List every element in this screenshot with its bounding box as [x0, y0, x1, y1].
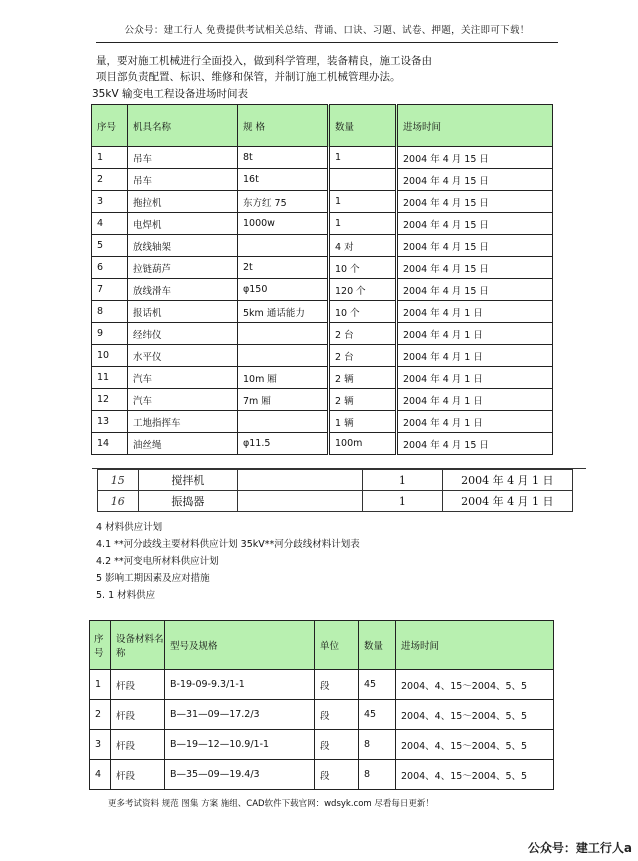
table-cell: 10 个	[329, 301, 397, 323]
table-row	[90, 700, 554, 730]
table-cell: 振捣器	[138, 491, 238, 512]
table-cell: 2004 年 4 月 15 日	[397, 279, 553, 301]
table-header-row	[92, 105, 553, 147]
table-row	[92, 323, 553, 345]
table-cell: 10	[92, 345, 128, 367]
table-row	[92, 367, 553, 389]
table-cell: 2004 年 4 月 1 日	[397, 411, 553, 433]
table-cell: 1000w	[238, 213, 329, 235]
table-row	[90, 670, 554, 700]
table-cell: 电焊机	[128, 213, 238, 235]
table-cell: 1	[90, 670, 111, 700]
table-cell: 3	[90, 730, 111, 760]
materials-table	[89, 620, 554, 790]
table-cell: 14	[92, 433, 128, 455]
table-cell: 2004、4、15～2004、5、5	[396, 730, 554, 760]
page-footer: 更多考试资料 规范 图集 方案 施组、CAD软件下载官网：wdsyk.com 尽看每日更新！	[108, 799, 434, 809]
table-cell: 2t	[238, 257, 329, 279]
table-row	[90, 760, 554, 790]
table-cell: 4	[90, 760, 111, 790]
intro-line-2: 项目部负责配置、标识、维修和保管，并制订施工机械管理办法。	[96, 71, 401, 83]
table-cell: 水平仪	[128, 345, 238, 367]
table-row	[92, 147, 553, 169]
table-cell: 2004 年 4 月 1 日	[397, 367, 553, 389]
table-cell	[238, 470, 363, 491]
intro-line-1: 量，要对施工机械进行全面投入，做到科学管理，装备精良，施工设备由	[96, 55, 432, 67]
table-cell	[238, 491, 363, 512]
table-cell: 放线滑车	[128, 279, 238, 301]
table-cell: 16t	[238, 169, 329, 191]
table1-title: 35kV 输变电工程设备进场时间表	[92, 88, 248, 100]
table-cell: 放线轴架	[128, 235, 238, 257]
table-cell: 2 辆	[329, 367, 397, 389]
table-cell: 1 辆	[329, 411, 397, 433]
section-heading: 4.1 **河分歧线主要材料供应计划 35kV**河分歧线材料计划表	[96, 539, 360, 550]
section-heading: 4 材料供应计划	[96, 522, 163, 533]
table-cell: 45	[359, 670, 396, 700]
table-cell: 报话机	[128, 301, 238, 323]
table-cell: 1	[329, 213, 397, 235]
table-cell: 45	[359, 700, 396, 730]
table-cell: 2004 年 4 月 15 日	[397, 257, 553, 279]
table-cell: 8t	[238, 147, 329, 169]
table-cell: 2004 年 4 月 15 日	[397, 147, 553, 169]
section-heading: 5 影响工期因素及应对措施	[96, 573, 210, 584]
table-cell: 8	[359, 730, 396, 760]
table-cell: φ11.5	[238, 433, 329, 455]
table-row	[92, 191, 553, 213]
table-cell: 8	[92, 301, 128, 323]
table-cell: 东方红 75	[238, 191, 329, 213]
table-cell: 2 台	[329, 323, 397, 345]
table-cell: 15	[98, 470, 139, 491]
table-cell: 4 对	[329, 235, 397, 257]
header-cell: 序号	[90, 621, 111, 670]
table-cell	[329, 169, 397, 191]
table-row	[92, 301, 553, 323]
table-cell: 8	[359, 760, 396, 790]
header-cell: 进场时间	[396, 621, 554, 670]
table-cell	[238, 345, 329, 367]
table-cell: 2004 年 4 月 1 日	[397, 345, 553, 367]
table-cell: 段	[315, 730, 359, 760]
table-cell: 5	[92, 235, 128, 257]
table-cell: 2004、4、15～2004、5、5	[396, 700, 554, 730]
table-header-row	[90, 621, 554, 670]
table-cell: 2004 年 4 月 1 日	[397, 389, 553, 411]
table-cell	[238, 323, 329, 345]
table-cell: 1	[92, 147, 128, 169]
table-cell: 吊车	[128, 169, 238, 191]
watermark: 公众号：建工行人a	[527, 841, 632, 855]
table-cell: 经纬仪	[128, 323, 238, 345]
table-cell: 搅拌机	[138, 470, 238, 491]
table-row	[92, 411, 553, 433]
header-cell: 数量	[329, 105, 397, 147]
table-cell: 2004 年 4 月 1 日	[442, 491, 572, 512]
table-cell	[238, 411, 329, 433]
table-cell: 9	[92, 323, 128, 345]
table-cell: 1	[362, 491, 442, 512]
header-cell: 数量	[359, 621, 396, 670]
table-cell: 2004、4、15～2004、5、5	[396, 760, 554, 790]
table-cell: 段	[315, 700, 359, 730]
table-cell: 120 个	[329, 279, 397, 301]
table-cell: 段	[315, 670, 359, 700]
table-cell: 2004 年 4 月 15 日	[397, 169, 553, 191]
header-cell: 设备材料名称	[111, 621, 165, 670]
table-cell: 11	[92, 367, 128, 389]
table-cell: 5km 通话能力	[238, 301, 329, 323]
table-cell: 段	[315, 760, 359, 790]
table-cell: 1	[329, 147, 397, 169]
table-cell: φ150	[238, 279, 329, 301]
table-cell: 工地指挥车	[128, 411, 238, 433]
table-cell: 2 辆	[329, 389, 397, 411]
table-cell: B—35—09—19.4/3	[165, 760, 315, 790]
table-cell: 6	[92, 257, 128, 279]
table-cell: 12	[92, 389, 128, 411]
table-cell: 拉链葫芦	[128, 257, 238, 279]
table-cell: 杆段	[111, 760, 165, 790]
table-cell: 汽车	[128, 367, 238, 389]
table-cell: 3	[92, 191, 128, 213]
table-cell: 4	[92, 213, 128, 235]
equipment-table	[91, 104, 553, 455]
table-cell: 2004 年 4 月 15 日	[397, 235, 553, 257]
table-row	[92, 169, 553, 191]
table-cell: 2	[92, 169, 128, 191]
header-cell: 序号	[92, 105, 128, 147]
table-cell: 13	[92, 411, 128, 433]
page-header: 公众号：建工行人 免费提供考试相关总结、背诵、口诀、习题、试卷、押题，关注即可下载！	[96, 22, 558, 43]
table-cell: 10 个	[329, 257, 397, 279]
equipment-table-continued	[97, 469, 573, 512]
table-cell: 16	[98, 491, 139, 512]
table-cell: 2004 年 4 月 15 日	[397, 433, 553, 455]
table-cell: 汽车	[128, 389, 238, 411]
table-cell: 吊车	[128, 147, 238, 169]
table-row	[98, 470, 573, 491]
header-cell: 单位	[315, 621, 359, 670]
section-heading: 4.2 **河变电所材料供应计划	[96, 556, 219, 567]
table-row	[92, 345, 553, 367]
table-cell	[238, 235, 329, 257]
table-cell: 2004 年 4 月 1 日	[397, 301, 553, 323]
table-cell: 2 台	[329, 345, 397, 367]
header-cell: 机具名称	[128, 105, 238, 147]
table-cell: B-19-09-9.3/1-1	[165, 670, 315, 700]
table-cell: 2004 年 4 月 15 日	[397, 213, 553, 235]
table-cell: 2	[90, 700, 111, 730]
table-cell: 2004 年 4 月 1 日	[397, 323, 553, 345]
header-cell: 进场时间	[397, 105, 553, 147]
header-cell: 规 格	[238, 105, 329, 147]
table-row	[92, 389, 553, 411]
table-row	[92, 257, 553, 279]
table-cell: 拖拉机	[128, 191, 238, 213]
header-cell: 型号及规格	[165, 621, 315, 670]
table-cell: 杆段	[111, 700, 165, 730]
table-cell: B—19—12—10.9/1-1	[165, 730, 315, 760]
table-cell: 杆段	[111, 730, 165, 760]
table-row	[92, 433, 553, 455]
section-heading: 5. 1 材料供应	[96, 590, 156, 601]
table-row	[98, 491, 573, 512]
table-cell: 10m 厢	[238, 367, 329, 389]
table-cell: 7	[92, 279, 128, 301]
table-row	[92, 235, 553, 257]
table-cell: 2004 年 4 月 15 日	[397, 191, 553, 213]
table-cell: 100m	[329, 433, 397, 455]
table-row	[90, 730, 554, 760]
table-cell: B—31—09—17.2/3	[165, 700, 315, 730]
table-cell: 2004、4、15～2004、5、5	[396, 670, 554, 700]
table-cell: 油丝绳	[128, 433, 238, 455]
table-row	[92, 213, 553, 235]
table-cell: 杆段	[111, 670, 165, 700]
table-row	[92, 279, 553, 301]
table-cell: 7m 厢	[238, 389, 329, 411]
table-cell: 2004 年 4 月 1 日	[442, 470, 572, 491]
table-cell: 1	[329, 191, 397, 213]
table-cell: 1	[362, 470, 442, 491]
